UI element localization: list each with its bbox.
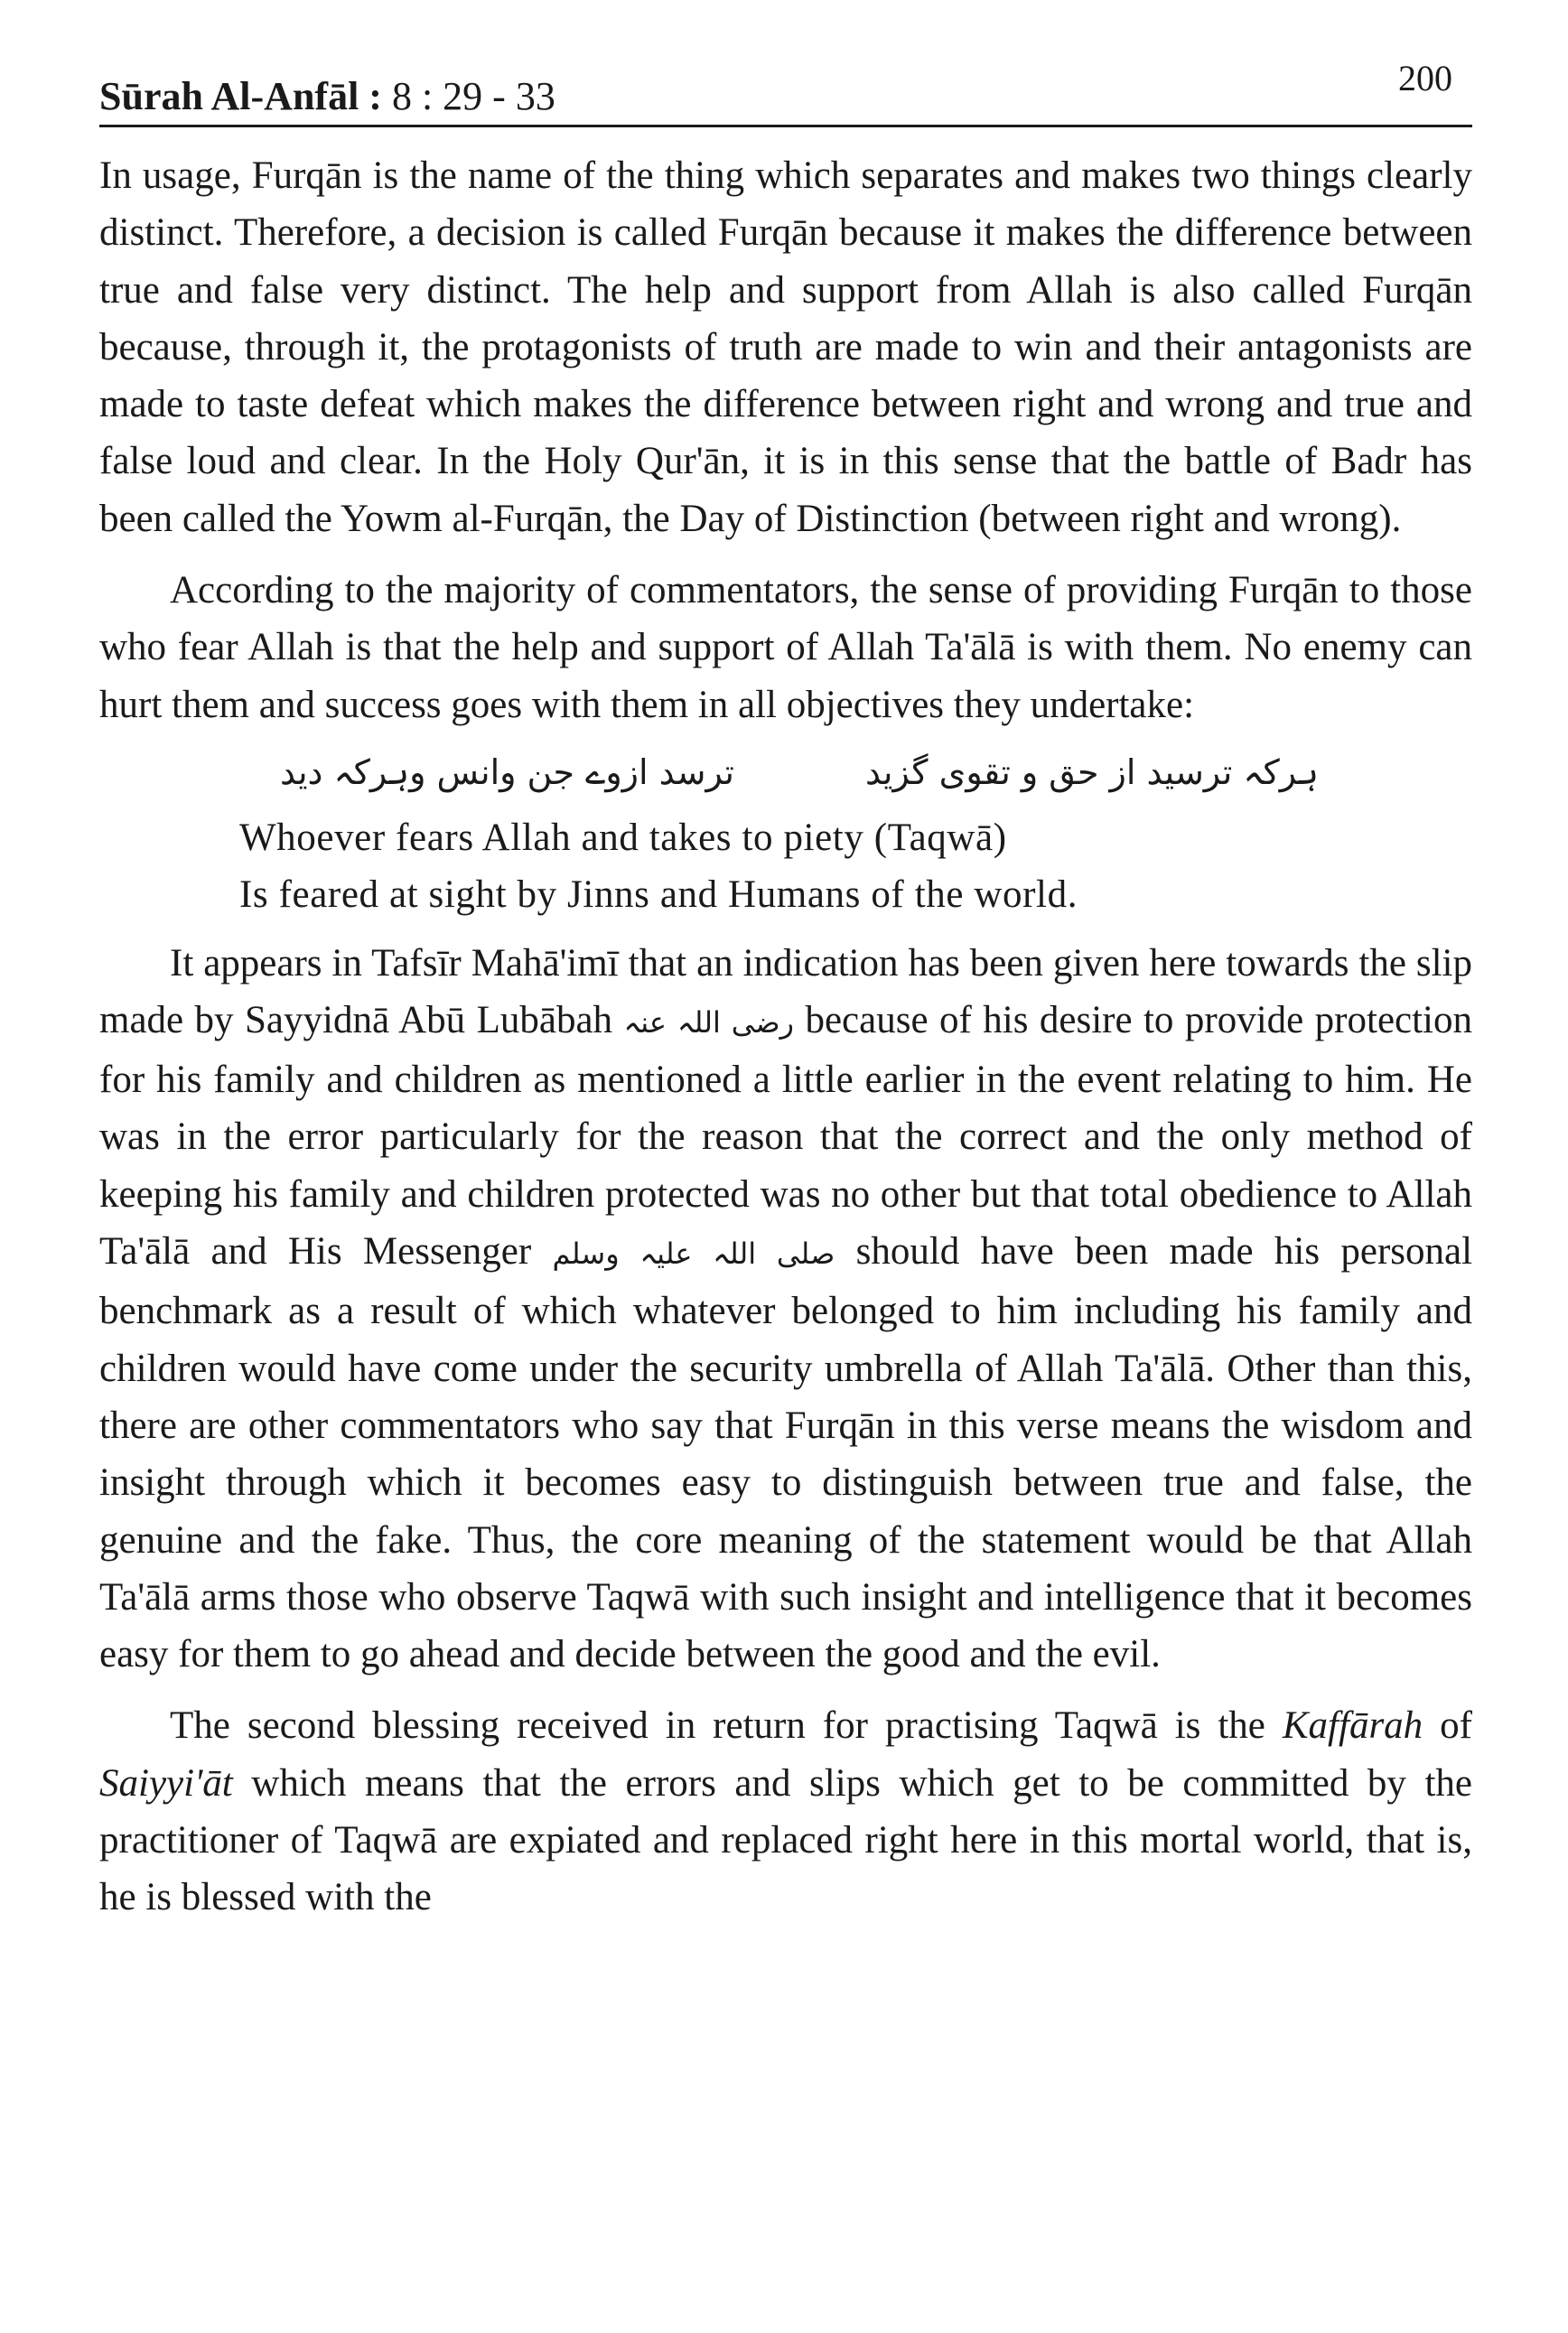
p4-text-c: which means that the errors and slips which get to be committed by the practitioner of Taqwā are expiated and replaced right here in this mortal world, that is, he is blessed with the: [99, 1761, 1472, 1919]
p3-text-a: It appears in Tafsīr Mahā'imī that an indication has been given here towards the slip made by Sayyidnā Abū Lubābah: [99, 941, 1472, 1041]
term-kaffarah: Kaffārah: [1282, 1704, 1423, 1748]
urdu-couplet: [99, 737, 1472, 809]
paragraph-commentators: According to the majority of commentators, the sense of providing Furqān to those who fear Allah is that the help and support of Allah Ta'ālā is with them. No enemy can hurt them and success goes with them in all objectives they undertake:: [99, 569, 1472, 726]
book-page: [99, 54, 1472, 1927]
paragraph-tafsir-mahaimi: [99, 935, 1472, 1684]
term-saiyyiat: Saiyyi'āt: [99, 1761, 233, 1805]
page-number: 200: [1398, 58, 1452, 98]
paragraph-furqan-usage: In usage, Furqān is the name of the thing which separates and makes two things clearly distinct. Therefore, a decision is called Furqān because it makes the difference between true and false very distinct. The help and support from Allah is also called Furqān because, through it, the protagonists of truth are made to win and their antagonists are made to taste defeat which makes the difference between right and wrong and true and false loud and clear. In the Holy Qur'ān, it is in this sense that the battle of Badr has been called the Yowm al-Furqān, the Day of Distinction (between right and wrong).: [99, 154, 1472, 540]
honorific-radiyallahu: رضی اللہ عنہ: [623, 1004, 795, 1040]
p4-text-b: of: [1440, 1704, 1472, 1748]
running-header: [99, 54, 1472, 127]
urdu-hemistich-second: ترسد ازوے جن وانس وہرکہ دید: [280, 752, 734, 793]
paragraph-second-blessing: [99, 1697, 1472, 1926]
p3-text-b: because of his desire to provide protection for his family and children as mentioned a little earlier in the event relating to him. He was in the error particularly for the reason that the correct and the only method of keeping his family and children protected was no other but that total obedience to Allah Ta'ālā and His Messenger: [99, 998, 1473, 1274]
p3-text-c: should have been made his personal benchmark as a result of which whatever belonged to him including his family and children would have come under the security umbrella of Allah Ta'ālā. Other than this, there are other commentators who say that Furqān in this verse means the wisdom and insight through which it becomes easy to distinguish between true and false, the genuine and the fake. Thus, the core meaning of the statement would be that Allah Ta'ālā arms those who observe Taqwā with such insight and intelligence that it becomes easy for them to go ahead and decide between the good and the evil.: [99, 1230, 1473, 1676]
p4-text-a: The second blessing received in return for practising Taqwā is the: [170, 1704, 1265, 1748]
verse-translation: [99, 809, 1472, 924]
verse-block: [99, 737, 1472, 924]
body-text: [99, 147, 1472, 1927]
header-surah-name: Sūrah Al-Anfāl :: [99, 74, 382, 118]
header-verse-range: 8 : 29 - 33: [381, 74, 555, 118]
translation-line-2: Is feared at sight by Jinns and Humans of the world.: [239, 873, 1078, 917]
urdu-hemistich-first: ہرکہ ترسید از حق و تقوی گزید: [864, 752, 1319, 793]
honorific-salawat: صلی اللہ علیہ وسلم: [552, 1236, 835, 1272]
translation-line-1: Whoever fears Allah and takes to piety (Taqwā): [239, 816, 1007, 859]
header-title: [99, 73, 555, 119]
